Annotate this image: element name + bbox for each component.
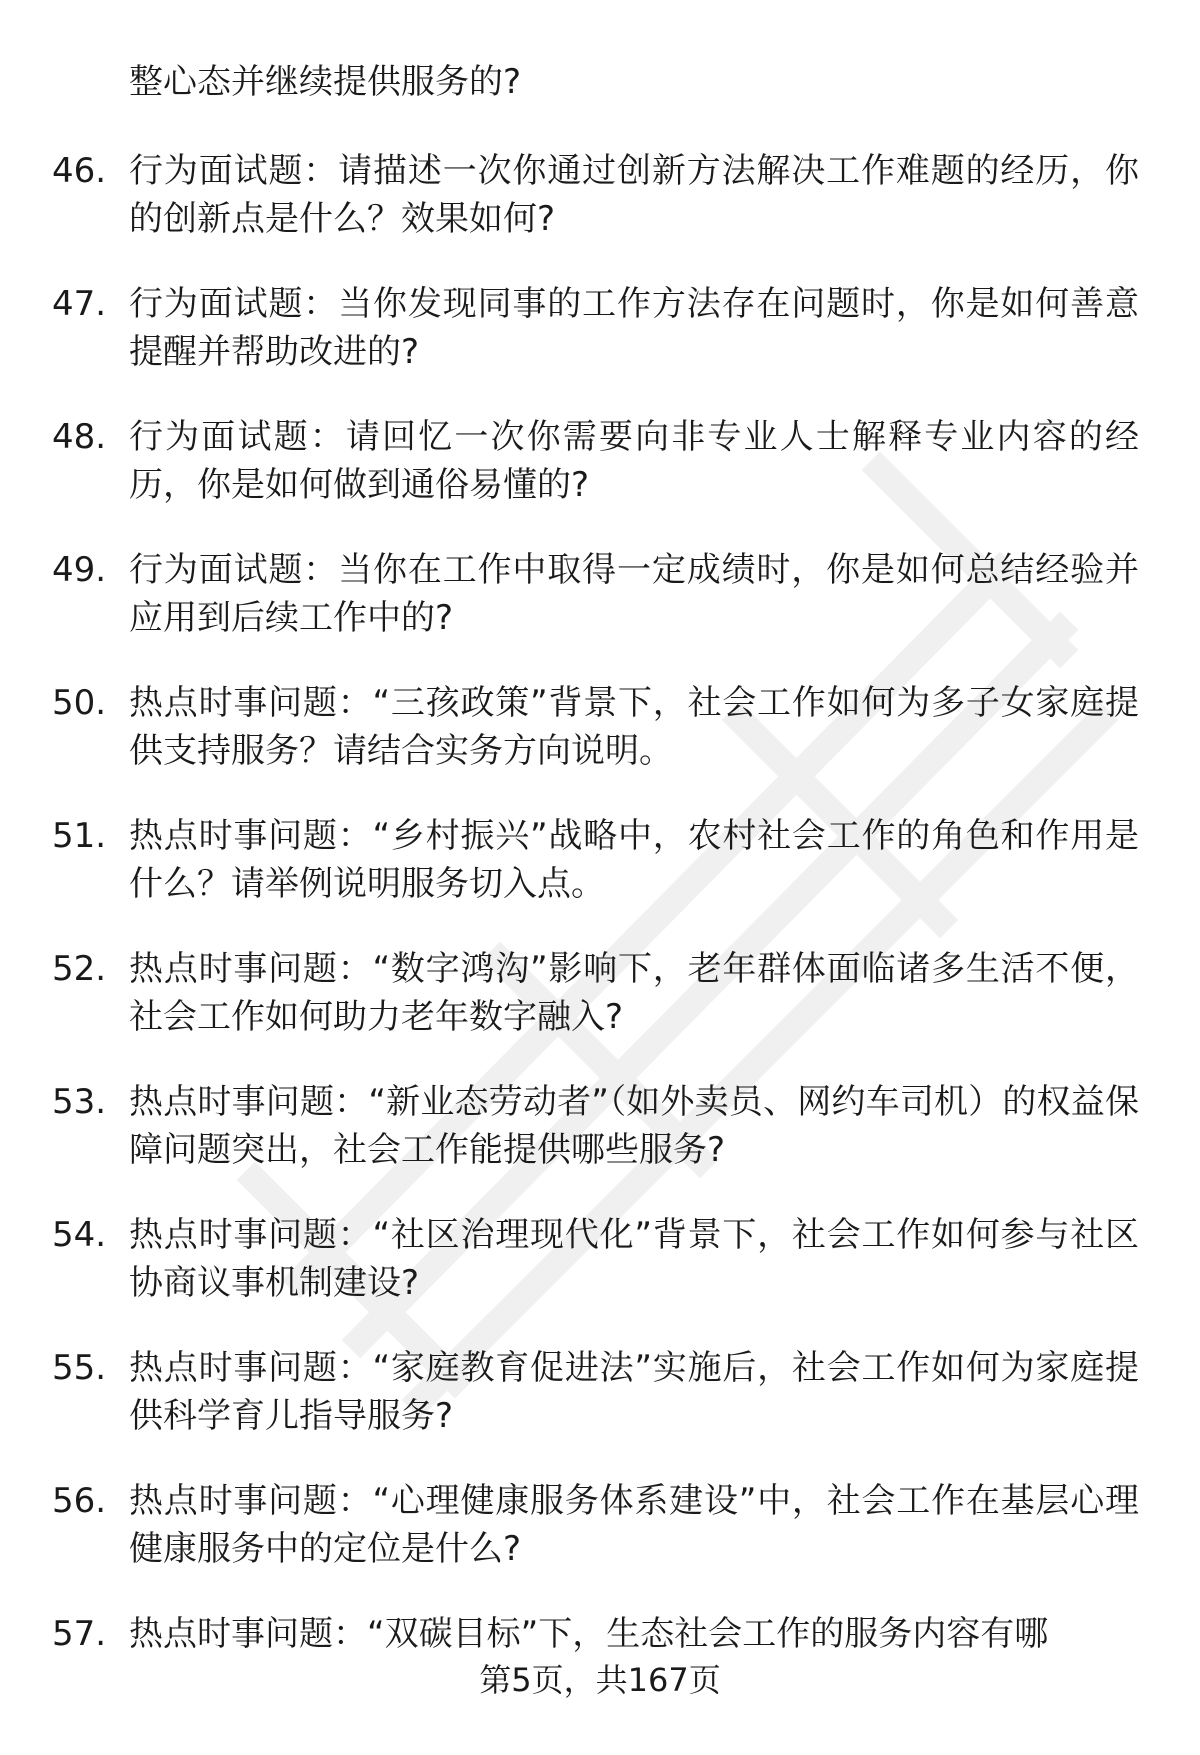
list-item [0, 812, 1200, 945]
item-number: 56. [52, 1481, 107, 1521]
item-number: 54. [52, 1215, 107, 1255]
item-number: 51. [52, 816, 107, 856]
list-item [0, 546, 1200, 679]
list-item [0, 1477, 1200, 1610]
item-number: 52. [52, 949, 107, 989]
item-text: 热点时事问题：“新业态劳动者”（如外卖员、网约车司机）的权益保障问题突出，社会工作能提供哪些服务? [129, 1082, 1139, 1170]
item-text: 热点时事问题：“数字鸿沟”影响下，老年群体面临诸多生活不便，社会工作如何助力老年数字融入? [129, 949, 1139, 1037]
list-item [0, 413, 1200, 546]
list-item [0, 1211, 1200, 1344]
item-text: 热点时事问题：“心理健康服务体系建设”中，社会工作在基层心理健康服务中的定位是什么? [129, 1481, 1139, 1569]
item-text: 热点时事问题：“乡村振兴”战略中，农村社会工作的角色和作用是什么？请举例说明服务切入点。 [129, 816, 1139, 904]
item-text: 行为面试题：当你在工作中取得一定成绩时，你是如何总结经验并应用到后续工作中的? [129, 550, 1139, 638]
item-number: 48. [52, 417, 107, 457]
question-list [0, 147, 1200, 1743]
item-text: 行为面试题：请描述一次你通过创新方法解决工作难题的经历，你的创新点是什么？效果如何? [129, 151, 1139, 239]
item-number: 53. [52, 1082, 107, 1122]
page-footer: 第5页，共167页 [479, 1661, 721, 1699]
item-number: 55. [52, 1348, 107, 1388]
item-number: 47. [52, 284, 107, 324]
list-item [0, 147, 1200, 280]
list-item [0, 679, 1200, 812]
list-item [0, 280, 1200, 413]
item-number: 46. [52, 151, 107, 191]
item-text: 行为面试题：请回忆一次你需要向非专业人士解释专业内容的经历，你是如何做到通俗易懂的? [129, 417, 1139, 505]
list-item [0, 1078, 1200, 1211]
item-text: 热点时事问题：“社区治理现代化”背景下，社会工作如何参与社区协商议事机制建设? [129, 1215, 1139, 1303]
list-item [0, 1344, 1200, 1477]
item-text: 热点时事问题：“双碳目标”下，生态社会工作的服务内容有哪 [129, 1614, 1049, 1654]
item-number: 49. [52, 550, 107, 590]
item-number: 50. [52, 683, 107, 723]
continuation-line: 整心态并继续提供服务的? [129, 62, 522, 102]
item-text: 行为面试题：当你发现同事的工作方法存在问题时，你是如何善意提醒并帮助改进的? [129, 284, 1139, 372]
item-text: 热点时事问题：“家庭教育促进法”实施后，社会工作如何为家庭提供科学育儿指导服务? [129, 1348, 1139, 1436]
item-number: 57. [52, 1614, 107, 1654]
list-item [0, 945, 1200, 1078]
item-text: 热点时事问题：“三孩政策”背景下，社会工作如何为多子女家庭提供支持服务？请结合实务方向说明。 [129, 683, 1139, 771]
